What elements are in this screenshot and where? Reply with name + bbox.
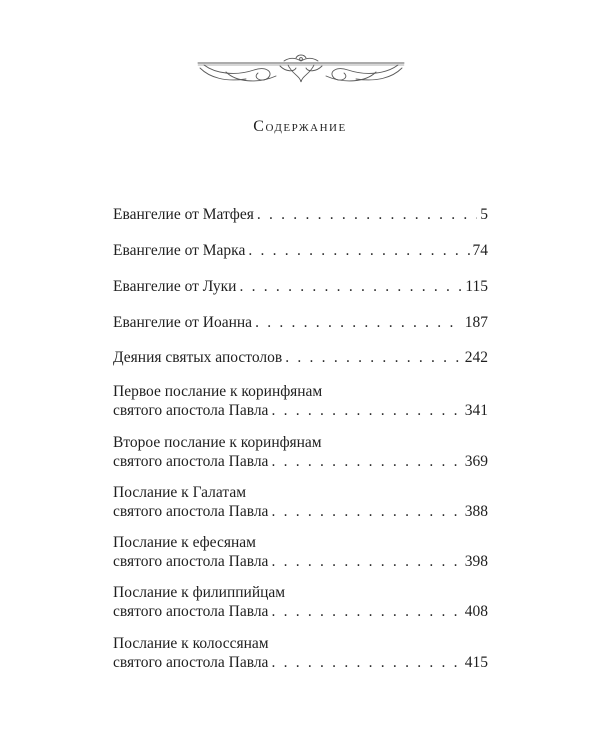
dot-leader [271, 552, 461, 571]
toc-entry-heading: Первое послание к коринфянам [113, 383, 323, 400]
toc-entry-title: святого апостола Павла [113, 402, 269, 419]
dot-leader [271, 653, 461, 672]
toc-page-number: 388 [464, 503, 488, 520]
toc-entry[interactable] [113, 433, 488, 471]
toc-entry-title: святого апостола Павла [113, 453, 269, 470]
toc-page-number: 369 [464, 453, 488, 470]
toc-page-number: 242 [464, 349, 488, 366]
dot-leader [239, 277, 462, 296]
dot-leader [248, 241, 469, 260]
toc-entry-title: святого апостола Павла [113, 654, 269, 671]
dot-leader [271, 502, 461, 521]
toc-page-number: 115 [465, 278, 488, 295]
toc-entry[interactable] [113, 348, 488, 367]
toc-entry[interactable] [113, 241, 488, 260]
dot-leader [271, 401, 461, 420]
ornament-divider-icon [196, 52, 406, 88]
toc-entry-title: Евангелие от Марка [113, 242, 246, 259]
toc-entry-heading: Послание к филиппийцам [113, 584, 286, 601]
toc-entry-heading: Послание к Галатам [113, 484, 247, 501]
dot-leader [271, 452, 461, 471]
toc-entry-title: Евангелие от Матфея [113, 206, 254, 223]
toc-entry[interactable] [113, 313, 488, 332]
toc-entry-title: святого апостола Павла [113, 603, 269, 620]
dot-leader [285, 348, 462, 367]
toc-entry-title: Евангелие от Луки [113, 278, 237, 295]
toc-entry-title: святого апостола Павла [113, 503, 269, 520]
toc-entry[interactable] [113, 634, 488, 672]
toc-entry-heading: Послание к колоссянам [113, 635, 269, 652]
toc-entry[interactable] [113, 483, 488, 521]
toc-page-number: 415 [464, 654, 488, 671]
page-title: Содержание [253, 118, 347, 135]
toc-page-number: 5 [480, 206, 488, 223]
dot-leader [271, 602, 461, 621]
toc-entry-heading: Второе послание к коринфянам [113, 434, 322, 451]
toc-page-number: 408 [464, 603, 488, 620]
toc-entry[interactable] [113, 583, 488, 621]
toc-entry-title: святого апостола Павла [113, 553, 269, 570]
toc-page-number: 187 [464, 314, 488, 331]
toc-page-number: 398 [464, 553, 488, 570]
dot-leader [257, 205, 477, 224]
toc-page-number: 341 [464, 402, 488, 419]
toc-entry[interactable] [113, 382, 488, 420]
toc-entry[interactable] [113, 533, 488, 571]
toc-entry[interactable] [113, 277, 488, 296]
toc-entry[interactable] [113, 205, 488, 224]
toc-page-number: 74 [472, 242, 488, 259]
toc-entry-title: Евангелие от Иоанна [113, 314, 253, 331]
dot-leader [255, 313, 462, 332]
toc-entry-heading: Послание к ефесянам [113, 534, 256, 551]
toc-entry-title: Деяния святых апостолов [113, 349, 283, 366]
